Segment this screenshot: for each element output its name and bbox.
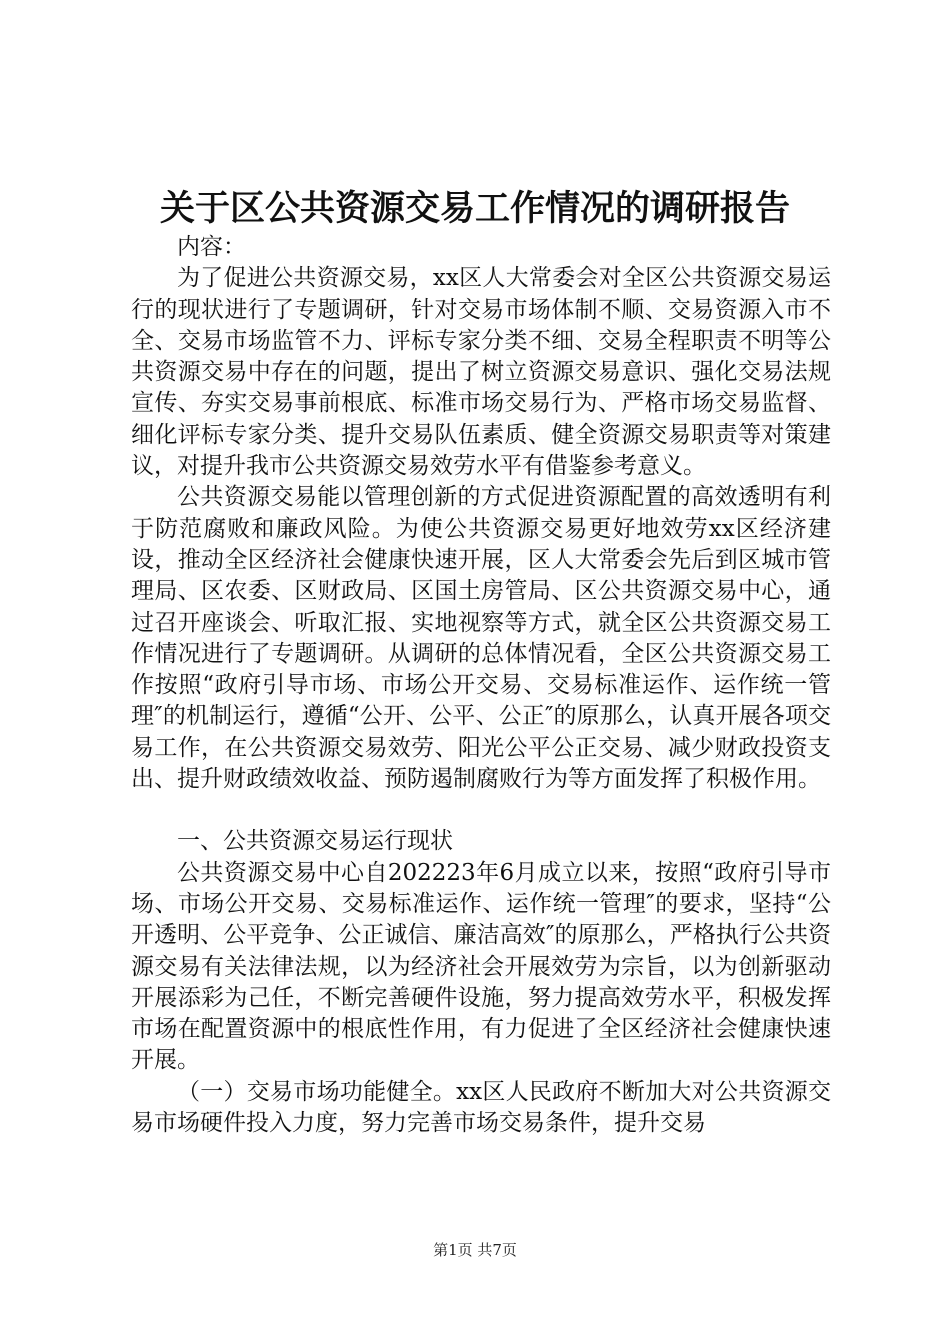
content-label: 内容： [177, 234, 246, 260]
page-footer: 第1页 共7页 [433, 1241, 517, 1259]
section-paragraph: 公共资源交易中心自202223年6月成立以来，按照“政府引导市场、市场公开交易、交易标准运作、运作统一管理″的要求，坚持“公开透明、公平竞争、公正诚信、廉洁高效″的原那么，严格执行公共资源交易有关法律法规，以为经济社会开展效劳为宗旨，以为创新驱动开展添彩为己任，不断完善硬件设施，努力提高效劳水平，积极发挥市场在配置资源中的根底性作用，有力促进了全区经济社会健康快速开展。 [131, 859, 831, 1074]
document-body [131, 232, 831, 1139]
section-heading: 一、公共资源交易运行现状 [177, 828, 453, 855]
intro-paragraph: 为了促进公共资源交易，xx区人大常委会对全区公共资源交易运行的现状进行了专题调研，针对交易市场体制不顺、交易资源入市不全、交易市场监管不力、评标专家分类不细、交易全程职责不明等公共资源交易中存在的问题，提出了树立资源交易意识、强化交易法规宣传、夯实交易事前根底、标准市场交易行为、严格市场交易监督、细化评标专家分类、提升交易队伍素质、健全资源交易职责等对策建议，对提升我市公共资源交易效劳水平有借鉴参考意义。 [131, 265, 831, 480]
subsection-paragraph: （一）交易市场功能健全。xx区人民政府不断加大对公共资源交易市场硬件投入力度，努力完善市场交易条件，提升交易 [131, 1078, 831, 1137]
document-title: 关于区公共资源交易工作情况的调研报告 [159, 188, 790, 229]
background-paragraph: 公共资源交易能以管理创新的方式促进资源配置的高效透明有利于防范腐败和廉政风险。为使公共资源交易更好地效劳xx区经济建设，推动全区经济社会健康快速开展，区人大常委会先后到区城市管理局、区农委、区财政局、区国土房管局、区公共资源交易中心，通过召开座谈会、听取汇报、实地视察等方式，就全区公共资源交易工作情况进行了专题调研。从调研的总体情况看，全区公共资源交易工作按照“政府引导市场、市场公开交易、交易标准运作、运作统一管理″的机制运行，遵循“公开、公平、公正″的原那么，认真开展各项交易工作，在公共资源交易效劳、阳光公平公正交易、减少财政投资支出、提升财政绩效收益、预防遏制腐败行为等方面发挥了积极作用。 [131, 484, 831, 793]
